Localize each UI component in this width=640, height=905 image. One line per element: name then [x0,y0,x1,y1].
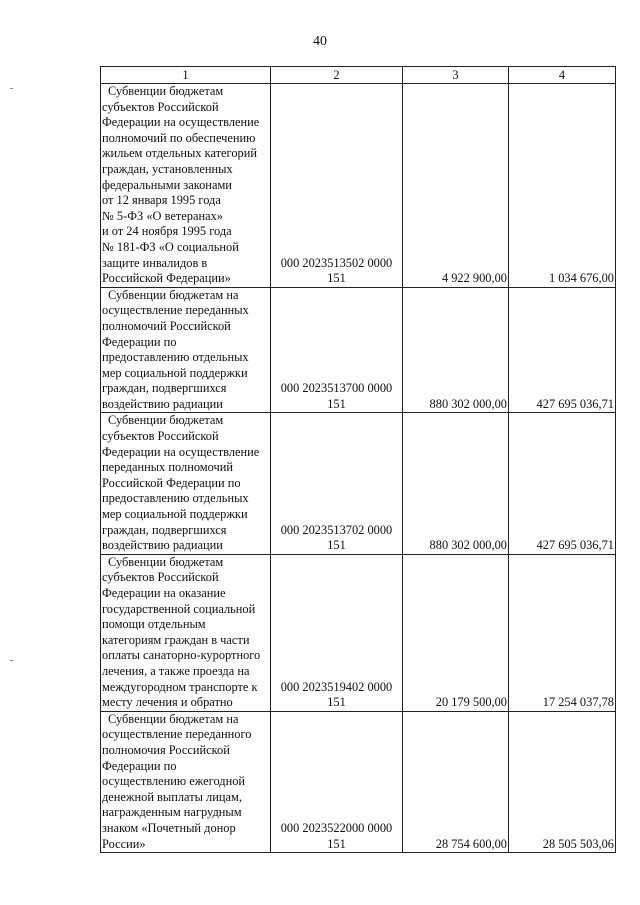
table-row [101,413,616,554]
description-line: воздействию радиации [102,396,223,411]
code-line: 000 2023513700 0000 [280,381,393,396]
description-line: жильем отдельных категорий [102,146,257,161]
description-line: федеральными законами [102,177,232,192]
description-line: государственной социальной [102,601,256,616]
planned-amount: 880 302 000,00 [403,287,509,413]
executed-amount: 28 505 503,06 [509,711,616,852]
column-header: 4 [509,67,616,84]
executed-amount: 427 695 036,71 [509,287,616,413]
table-row [101,554,616,711]
description-line: Федерации на оказание [102,586,226,600]
row-description [101,554,271,711]
code-line: 151 [327,538,346,553]
executed-amount: 17 254 037,78 [509,554,616,711]
description-line: субъектов Российской [102,570,219,585]
description-line: Субвенции бюджетам [108,413,224,428]
budget-code [271,554,403,711]
planned-amount: 20 179 500,00 [403,554,509,711]
description-line: знаком «Почетный донор [102,820,236,835]
description-line: осуществление переданных [102,303,249,318]
description-line: полномочия Российской [102,742,230,757]
description-line: переданных полномочий [102,460,233,475]
description-line: Субвенции бюджетам на [108,287,239,302]
budget-code [271,711,403,852]
description-line: лечения, а также проезда на [102,663,250,678]
description-line: Федерации по [102,758,177,773]
code-line: 000 2023519402 0000 [280,679,393,694]
description-line: от 12 января 1995 года [102,193,221,208]
executed-amount: 1 034 676,00 [509,84,616,288]
description-line: мер социальной поддержки [102,507,248,522]
code-line: 151 [327,695,346,710]
description-line: награжденным нагрудным [102,805,242,820]
budget-code [271,287,403,413]
header-row [101,67,616,84]
code-line: 000 2023522000 0000 [280,820,393,835]
margin-mark [10,660,13,661]
budget-code [271,413,403,554]
code-line: 151 [327,836,346,851]
description-line: Федерации по [102,334,177,349]
description-line: междугородном транспорте к [102,679,258,694]
description-line: субъектов Российской [102,429,219,444]
description-line: Федерации на осуществление [102,444,260,459]
description-line: № 181-ФЗ «О социальной [102,239,239,254]
description-line: № 5-ФЗ «О ветеранах» [102,208,223,223]
description-line: субъектов Российской [102,99,219,114]
row-description [101,711,271,852]
description-line: и от 24 ноября 1995 года [102,224,232,239]
table-row [101,287,616,413]
budget-code [271,84,403,288]
code-line: 000 2023513702 0000 [280,522,393,537]
description-line: денежной выплаты лицам, [102,789,242,804]
description-line: помощи отдельным [102,617,206,632]
description-line: оплаты санаторно-курортного [102,648,261,663]
description-line: защите инвалидов в [102,255,208,270]
planned-amount: 28 754 600,00 [403,711,509,852]
description-line: Федерации на осуществление [102,115,260,130]
executed-amount: 427 695 036,71 [509,413,616,554]
column-header: 3 [403,67,509,84]
description-line: мер социальной поддержки [102,365,248,380]
row-description [101,84,271,288]
margin-mark [10,88,13,89]
table-row [101,84,616,288]
description-line: полномочий Российской [102,318,231,333]
description-line: России» [102,836,146,851]
description-line: Российской Федерации по [102,475,241,490]
column-header: 1 [101,67,271,84]
table-row [101,711,616,852]
description-line: предоставлению отдельных [102,350,249,365]
row-description [101,413,271,554]
description-line: месту лечения и обратно [102,695,233,710]
description-line: осуществление переданного [102,727,252,742]
planned-amount: 4 922 900,00 [403,84,509,288]
description-line: воздействию радиации [102,538,223,553]
description-line: Субвенции бюджетам на [108,711,239,726]
page-number: 40 [313,34,327,49]
budget-table [100,66,616,853]
description-line: осуществлению ежегодной [102,774,246,789]
description-line: граждан, подвергшихся [102,381,227,396]
code-line: 000 2023513502 0000 [280,255,393,270]
description-line: категориям граждан в части [102,632,250,647]
code-line: 151 [327,271,346,286]
row-description [101,287,271,413]
planned-amount: 880 302 000,00 [403,413,509,554]
description-line: полномочий по обеспечению [102,130,256,145]
column-header: 2 [271,67,403,84]
description-line: предоставлению отдельных [102,491,249,506]
description-line: Субвенции бюджетам [108,554,224,569]
description-line: граждан, установленных [102,161,233,176]
description-line: Субвенции бюджетам [108,84,224,98]
code-line: 151 [327,396,346,411]
description-line: граждан, подвергшихся [102,522,227,537]
description-line: Российской Федерации» [102,271,231,286]
